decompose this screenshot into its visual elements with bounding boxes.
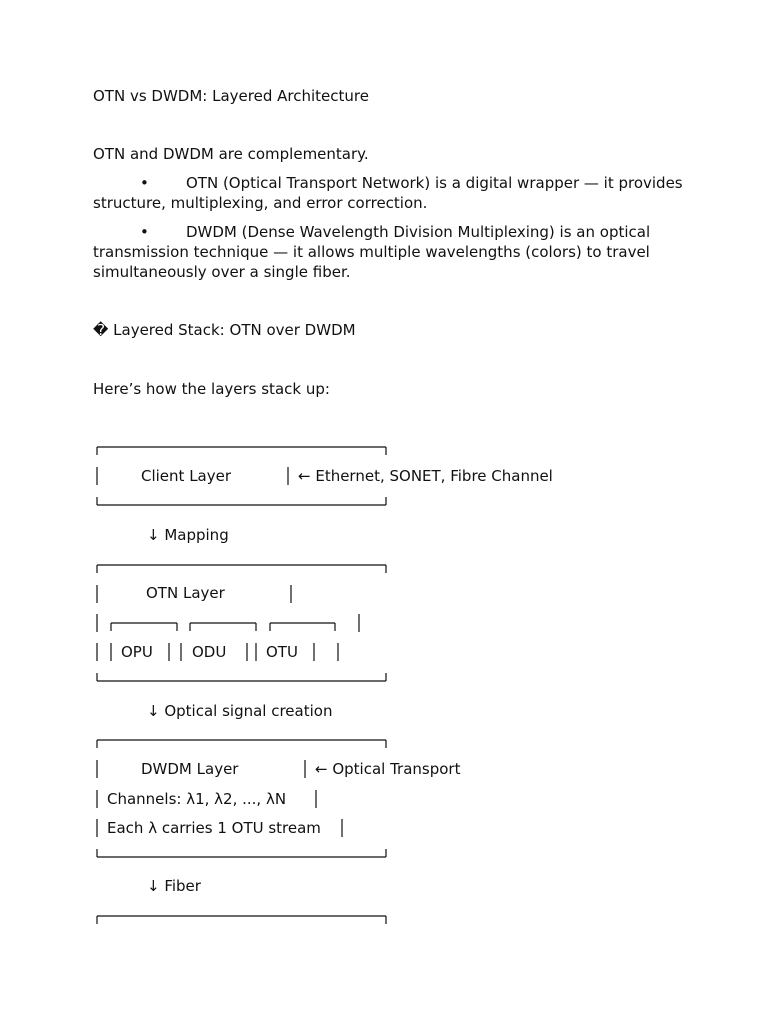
client-layer-note: ← Ethernet, SONET, Fibre Channel (298, 467, 553, 485)
document-title: OTN vs DWDM: Layered Architecture (93, 87, 369, 105)
dwdm-channels: Channels: λ1, λ2, ..., λN (107, 790, 287, 808)
fiber-arrow: ↓ Fiber (147, 877, 201, 895)
intro-text: OTN and DWDM are complementary. (93, 145, 369, 163)
stack-intro: Here’s how the layers stack up: (93, 380, 330, 398)
section-heading: � Layered Stack: OTN over DWDM (93, 321, 356, 339)
fiber-layer-box (97, 916, 386, 924)
client-layer-label: Client Layer (141, 467, 232, 485)
bullet-otn-text: OTN (Optical Transport Network) is a digital wrapper — it provides structure, multiplexing, and error correction. (93, 174, 683, 212)
bullet-marker: • (140, 174, 149, 192)
bullet-marker: • (140, 223, 149, 241)
otu-label: OTU (266, 643, 298, 661)
odu-label: ODU (192, 643, 227, 661)
optical-signal-arrow: ↓ Optical signal creation (147, 702, 333, 720)
bullet-dwdm-text: DWDM (Dense Wavelength Division Multiplexing) is an optical transmission technique — it allows multiple wavelengths (colors) to travel simultaneously over a single fiber. (93, 223, 651, 281)
otn-layer-label: OTN Layer (146, 584, 225, 602)
dwdm-carries: Each λ carries 1 OTU stream (107, 819, 321, 837)
dwdm-layer-label: DWDM Layer (141, 760, 239, 778)
opu-label: OPU (121, 643, 153, 661)
dwdm-layer-note: ← Optical Transport (315, 760, 461, 778)
mapping-arrow: ↓ Mapping (147, 526, 229, 544)
